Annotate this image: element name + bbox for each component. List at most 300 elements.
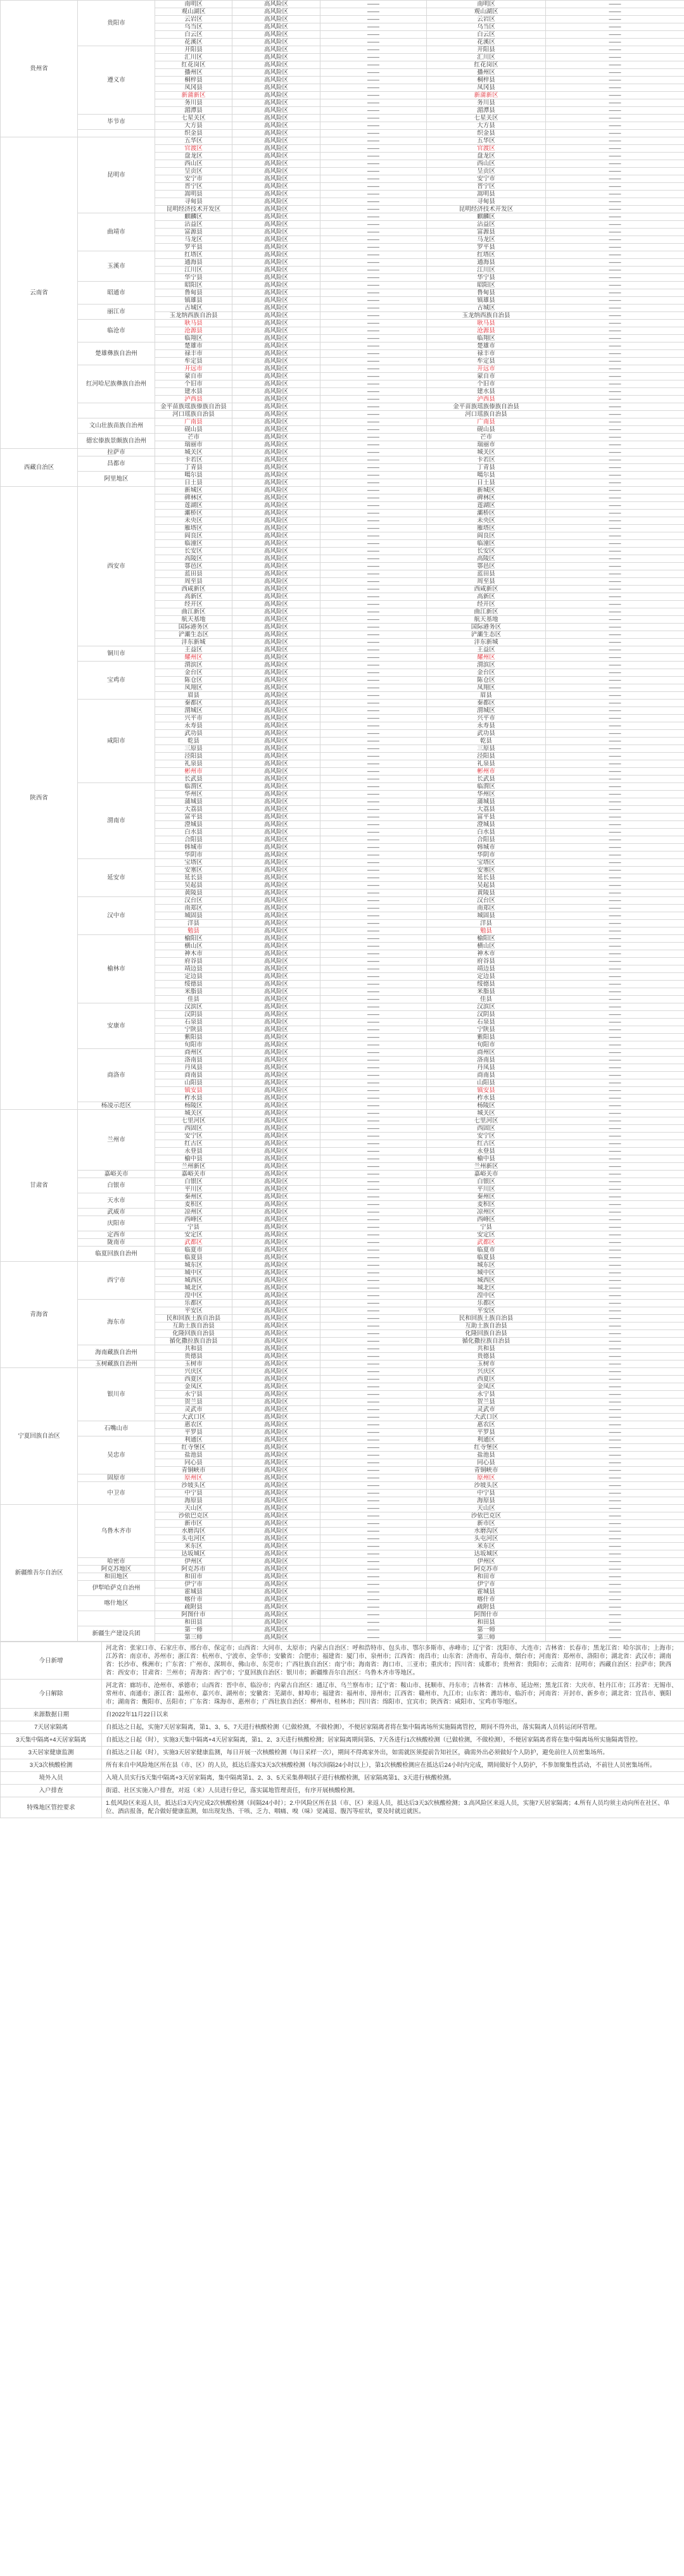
medium-risk-cell: —— — [320, 624, 427, 631]
county-cell: 开阳县 — [427, 46, 546, 54]
medium-risk-cell: —— — [320, 183, 427, 191]
table-row — [1, 1300, 684, 1307]
county-cell: 喀什市 — [427, 1596, 546, 1604]
low-risk-cell: —— — [546, 1231, 684, 1239]
low-risk-cell: —— — [546, 494, 684, 502]
risk-level-cell: 高风险区 — [232, 1528, 320, 1535]
note-row — [1, 1709, 684, 1721]
table-row — [1, 783, 684, 791]
medium-risk-cell: —— — [320, 1292, 427, 1300]
risk-level-cell: 高风险区 — [232, 525, 320, 532]
risk-level-cell: 高风险区 — [232, 586, 320, 593]
county-cell: 彬州市 — [427, 768, 546, 776]
low-risk-cell: —— — [546, 1323, 684, 1330]
low-risk-cell: —— — [546, 434, 684, 441]
district-cell: 永寿县 — [155, 722, 232, 730]
table-row — [1, 418, 684, 426]
district-cell: 和田县 — [155, 1619, 232, 1626]
medium-risk-cell: —— — [320, 213, 427, 221]
risk-level-cell: 高风险区 — [232, 175, 320, 183]
risk-level-cell: 高风险区 — [232, 722, 320, 730]
district-cell: 西固区 — [155, 1125, 232, 1133]
medium-risk-cell: —— — [320, 791, 427, 798]
risk-level-cell: 高风险区 — [232, 715, 320, 722]
medium-risk-cell: —— — [320, 510, 427, 517]
city-cell: 白银市 — [78, 1178, 155, 1193]
county-cell: 秦州区 — [427, 1193, 546, 1201]
district-cell: 疏附县 — [155, 1604, 232, 1611]
risk-level-cell: 高风险区 — [232, 426, 320, 434]
low-risk-cell: —— — [546, 1034, 684, 1041]
province-cell: 甘肃省 — [1, 1110, 78, 1262]
medium-risk-cell: —— — [320, 1596, 427, 1604]
low-risk-cell: —— — [546, 358, 684, 365]
low-risk-cell: —— — [546, 8, 684, 16]
low-risk-cell: —— — [546, 1057, 684, 1064]
low-risk-cell: —— — [546, 662, 684, 669]
risk-level-cell: 高风险区 — [232, 791, 320, 798]
district-cell: 蒙自市 — [155, 373, 232, 380]
risk-level-cell: 高风险区 — [232, 760, 320, 768]
medium-risk-cell: —— — [320, 1353, 427, 1360]
risk-level-cell: 高风险区 — [232, 1573, 320, 1581]
district-cell: 平川区 — [155, 1186, 232, 1193]
medium-risk-cell: —— — [320, 814, 427, 821]
risk-level-cell: 高风险区 — [232, 1300, 320, 1307]
district-cell: 武都区 — [155, 1239, 232, 1247]
low-risk-cell: —— — [546, 1102, 684, 1110]
risk-level-cell: 高风险区 — [232, 684, 320, 692]
medium-risk-cell: —— — [320, 1566, 427, 1573]
low-risk-cell: —— — [546, 472, 684, 479]
district-cell: 泾阳县 — [155, 753, 232, 760]
county-cell: 灞桥区 — [427, 510, 546, 517]
county-cell: 西夏区 — [427, 1376, 546, 1383]
risk-level-cell: 高风险区 — [232, 996, 320, 1003]
low-risk-cell: —— — [546, 1497, 684, 1505]
county-cell: 沧源县 — [427, 327, 546, 335]
city-cell: 石嘴山市 — [78, 1421, 155, 1436]
medium-risk-cell: —— — [320, 1064, 427, 1072]
risk-level-cell: 高风险区 — [232, 16, 320, 23]
risk-level-cell: 高风险区 — [232, 282, 320, 289]
risk-level-cell: 高风险区 — [232, 912, 320, 920]
county-cell: 红花岗区 — [427, 61, 546, 69]
medium-risk-cell: —— — [320, 77, 427, 84]
low-risk-cell: —— — [546, 54, 684, 61]
risk-level-cell: 高风险区 — [232, 1125, 320, 1133]
risk-level-cell: 高风险区 — [232, 84, 320, 92]
county-cell: 乌当区 — [427, 23, 546, 31]
low-risk-cell: —— — [546, 183, 684, 191]
county-cell: 原州区 — [427, 1474, 546, 1482]
medium-risk-cell: —— — [320, 836, 427, 844]
county-cell: 白水县 — [427, 829, 546, 836]
risk-level-cell: 高风险区 — [232, 168, 320, 175]
medium-risk-cell: —— — [320, 1452, 427, 1459]
district-cell: 和田市 — [155, 1573, 232, 1581]
medium-risk-cell: —— — [320, 829, 427, 836]
risk-level-cell: 高风险区 — [232, 115, 320, 122]
district-cell: 伊州区 — [155, 1558, 232, 1566]
medium-risk-cell: —— — [320, 373, 427, 380]
medium-risk-cell: —— — [320, 130, 427, 137]
district-cell: 汉滨区 — [155, 1003, 232, 1011]
risk-level-cell: 高风险区 — [232, 1391, 320, 1398]
county-cell: 勉县 — [427, 927, 546, 935]
low-risk-cell: —— — [546, 745, 684, 753]
risk-level-cell: 高风险区 — [232, 1262, 320, 1269]
low-risk-cell: —— — [546, 1247, 684, 1254]
county-cell: 日土县 — [427, 479, 546, 487]
risk-level-cell: 高风险区 — [232, 950, 320, 958]
risk-level-cell: 高风险区 — [232, 297, 320, 305]
risk-level-cell: 高风险区 — [232, 1550, 320, 1558]
low-risk-cell: —— — [546, 396, 684, 403]
low-risk-cell: —— — [546, 84, 684, 92]
county-cell: 凤冈县 — [427, 84, 546, 92]
county-cell: 阎良区 — [427, 532, 546, 540]
low-risk-cell: —— — [546, 373, 684, 380]
medium-risk-cell: —— — [320, 631, 427, 639]
medium-risk-cell: —— — [320, 479, 427, 487]
county-cell: 华宁县 — [427, 274, 546, 282]
city-cell: 中卫市 — [78, 1482, 155, 1505]
county-cell: 沾益区 — [427, 221, 546, 229]
county-cell: 澄城县 — [427, 821, 546, 829]
low-risk-cell: —— — [546, 1528, 684, 1535]
low-risk-cell: —— — [546, 616, 684, 624]
county-cell: 商南县 — [427, 1072, 546, 1079]
medium-risk-cell: —— — [320, 1338, 427, 1345]
low-risk-cell: —— — [546, 115, 684, 122]
county-cell: 长武县 — [427, 776, 546, 783]
county-cell: 米东区 — [427, 1543, 546, 1550]
county-cell: 第三师 — [427, 1634, 546, 1642]
district-cell: 蒲城县 — [155, 798, 232, 806]
county-cell: 湟中区 — [427, 1292, 546, 1300]
medium-risk-cell: —— — [320, 1026, 427, 1034]
county-cell: 金台区 — [427, 669, 546, 677]
low-risk-cell: —— — [546, 1140, 684, 1148]
low-risk-cell: —— — [546, 153, 684, 160]
medium-risk-cell: —— — [320, 965, 427, 973]
city-cell: 乌鲁木齐市 — [78, 1505, 155, 1558]
district-cell: 个旧市 — [155, 380, 232, 388]
risk-level-cell: 高风险区 — [232, 1026, 320, 1034]
low-risk-cell: —— — [546, 1186, 684, 1193]
district-cell: 神木市 — [155, 950, 232, 958]
risk-level-cell: 高风险区 — [232, 350, 320, 358]
county-cell: 白银区 — [427, 1178, 546, 1186]
medium-risk-cell: —— — [320, 1140, 427, 1148]
medium-risk-cell: —— — [320, 168, 427, 175]
medium-risk-cell: —— — [320, 236, 427, 244]
city-cell: 毕节市 — [78, 115, 155, 130]
medium-risk-cell: —— — [320, 669, 427, 677]
county-cell: 高陵区 — [427, 555, 546, 563]
low-risk-cell: —— — [546, 927, 684, 935]
table-row — [1, 1360, 684, 1368]
low-risk-cell: —— — [546, 715, 684, 722]
medium-risk-cell: —— — [320, 1634, 427, 1642]
district-cell: 曲江新区 — [155, 608, 232, 616]
note-label: 今日解除 — [1, 1680, 102, 1709]
county-cell: 高新区 — [427, 593, 546, 601]
district-cell: 沧源县 — [155, 327, 232, 335]
risk-level-cell: 高风险区 — [232, 859, 320, 867]
low-risk-cell: —— — [546, 350, 684, 358]
city-cell: 德宏傣族景颇族自治州 — [78, 434, 155, 449]
medium-risk-cell: —— — [320, 31, 427, 39]
district-cell: 商州区 — [155, 1049, 232, 1057]
county-cell: 镇雄县 — [427, 297, 546, 305]
low-risk-cell: —— — [546, 851, 684, 859]
low-risk-cell: —— — [546, 456, 684, 464]
table-row — [1, 1247, 684, 1254]
district-cell: 佳县 — [155, 996, 232, 1003]
medium-risk-cell: —— — [320, 434, 427, 441]
county-cell: 绥德县 — [427, 981, 546, 988]
medium-risk-cell: —— — [320, 1611, 427, 1619]
district-cell: 马龙区 — [155, 236, 232, 244]
risk-level-cell: 高风险区 — [232, 1216, 320, 1224]
risk-level-cell: 高风险区 — [232, 1345, 320, 1353]
risk-level-cell: 高风险区 — [232, 31, 320, 39]
low-risk-cell: —— — [546, 191, 684, 198]
risk-level-cell: 高风险区 — [232, 1171, 320, 1178]
low-risk-cell: —— — [546, 1505, 684, 1512]
note-label: 7天居家隔离 — [1, 1721, 102, 1734]
low-risk-cell: —— — [546, 1474, 684, 1482]
county-cell: 卡若区 — [427, 456, 546, 464]
low-risk-cell: —— — [546, 1414, 684, 1421]
table-row — [1, 1262, 684, 1269]
district-cell: 通海县 — [155, 259, 232, 267]
city-cell: 新疆生产建设兵团 — [78, 1626, 155, 1642]
note-label: 境外入员 — [1, 1772, 102, 1785]
county-cell: 安定区 — [427, 1231, 546, 1239]
note-row — [1, 1680, 684, 1709]
medium-risk-cell: —— — [320, 380, 427, 388]
district-cell: 旬阳市 — [155, 1041, 232, 1049]
district-cell: 白银区 — [155, 1178, 232, 1186]
district-cell: 金平苗族瑶族傣族自治县 — [155, 403, 232, 411]
low-risk-cell: —— — [546, 738, 684, 745]
medium-risk-cell: —— — [320, 1505, 427, 1512]
city-cell: 贵阳市 — [78, 1, 155, 46]
city-cell: 和田地区 — [78, 1573, 155, 1581]
medium-risk-cell: —— — [320, 54, 427, 61]
risk-level-cell: 高风险区 — [232, 555, 320, 563]
city-cell: 丽江市 — [78, 305, 155, 320]
city-cell: 曲靖市 — [78, 213, 155, 251]
county-cell: 泾阳县 — [427, 753, 546, 760]
district-cell: 洛南县 — [155, 1057, 232, 1064]
table-row — [1, 1209, 684, 1216]
district-cell: 秦州区 — [155, 1193, 232, 1201]
district-cell: 惠农区 — [155, 1421, 232, 1429]
county-cell: 富平县 — [427, 814, 546, 821]
table-row — [1, 1482, 684, 1490]
risk-level-cell: 高风险区 — [232, 1034, 320, 1041]
medium-risk-cell: —— — [320, 1490, 427, 1497]
medium-risk-cell: —— — [320, 1262, 427, 1269]
county-cell: 白云区 — [427, 31, 546, 39]
table-row — [1, 456, 684, 464]
table-row — [1, 320, 684, 327]
low-risk-cell: —— — [546, 1573, 684, 1581]
city-cell — [78, 403, 155, 418]
district-cell: 王益区 — [155, 646, 232, 654]
county-cell: 新市区 — [427, 1520, 546, 1528]
county-cell: 富源县 — [427, 229, 546, 236]
medium-risk-cell: —— — [320, 1543, 427, 1550]
low-risk-cell: —— — [546, 1049, 684, 1057]
medium-risk-cell: —— — [320, 1216, 427, 1224]
risk-level-cell: 高风险区 — [232, 259, 320, 267]
low-risk-cell: —— — [546, 411, 684, 418]
medium-risk-cell: —— — [320, 867, 427, 874]
district-cell: 青铜峡市 — [155, 1467, 232, 1474]
low-risk-cell: —— — [546, 1003, 684, 1011]
district-cell: 花溪区 — [155, 39, 232, 46]
risk-level-cell: 高风险区 — [232, 39, 320, 46]
district-cell: 乾县 — [155, 738, 232, 745]
county-cell: 乾县 — [427, 738, 546, 745]
medium-risk-cell: —— — [320, 570, 427, 578]
risk-level-cell: 高风险区 — [232, 107, 320, 115]
district-cell: 航天基地 — [155, 616, 232, 624]
low-risk-cell: —— — [546, 464, 684, 472]
county-cell: 临潼区 — [427, 540, 546, 548]
table-row — [1, 213, 684, 221]
county-cell: 永寿县 — [427, 722, 546, 730]
county-cell: 渭城区 — [427, 707, 546, 715]
risk-level-cell: 高风险区 — [232, 851, 320, 859]
low-risk-cell: —— — [546, 1239, 684, 1247]
medium-risk-cell: —— — [320, 229, 427, 236]
city-cell: 伊犁哈萨克自治州 — [78, 1581, 155, 1596]
risk-level-cell: 高风险区 — [232, 289, 320, 297]
medium-risk-cell: —— — [320, 905, 427, 912]
risk-level-cell: 高风险区 — [232, 1482, 320, 1490]
low-risk-cell: —— — [546, 335, 684, 342]
county-cell: 汇川区 — [427, 54, 546, 61]
county-cell: 化隆回族自治县 — [427, 1330, 546, 1338]
medium-risk-cell: —— — [320, 251, 427, 259]
medium-risk-cell: —— — [320, 912, 427, 920]
low-risk-cell: —— — [546, 965, 684, 973]
county-cell: 观山湖区 — [427, 8, 546, 16]
table-row — [1, 1626, 684, 1634]
low-risk-cell: —— — [546, 145, 684, 153]
medium-risk-cell: —— — [320, 274, 427, 282]
low-risk-cell: —— — [546, 532, 684, 540]
risk-level-cell: 高风险区 — [232, 776, 320, 783]
risk-level-cell: 高风险区 — [232, 814, 320, 821]
risk-level-cell: 高风险区 — [232, 1490, 320, 1497]
medium-risk-cell: —— — [320, 1049, 427, 1057]
risk-level-cell: 高风险区 — [232, 305, 320, 312]
risk-level-cell: 高风险区 — [232, 183, 320, 191]
medium-risk-cell: —— — [320, 312, 427, 320]
district-cell: 玉龙纳西族自治县 — [155, 312, 232, 320]
low-risk-cell: —— — [546, 1452, 684, 1459]
county-cell: 砚山县 — [427, 426, 546, 434]
district-cell: 播州区 — [155, 69, 232, 77]
county-cell: 宁县 — [427, 1224, 546, 1231]
county-cell: 务川县 — [427, 99, 546, 107]
risk-level-cell: 高风险区 — [232, 745, 320, 753]
medium-risk-cell: —— — [320, 122, 427, 130]
low-risk-cell: —— — [546, 669, 684, 677]
city-cell: 海东市 — [78, 1300, 155, 1345]
district-cell: 周至县 — [155, 578, 232, 586]
county-cell: 西咸新区 — [427, 586, 546, 593]
city-cell: 玉溪市 — [78, 251, 155, 282]
medium-risk-cell: —— — [320, 1383, 427, 1391]
medium-risk-cell: —— — [320, 1095, 427, 1102]
county-cell: 青铜峡市 — [427, 1467, 546, 1474]
medium-risk-cell: —— — [320, 198, 427, 206]
low-risk-cell: —— — [546, 320, 684, 327]
medium-risk-cell: —— — [320, 388, 427, 396]
risk-level-cell: 高风险区 — [232, 920, 320, 927]
county-cell: 兴平市 — [427, 715, 546, 722]
low-risk-cell: —— — [546, 1391, 684, 1398]
table-row — [1, 700, 684, 707]
note-label: 3天居家健康监测 — [1, 1747, 102, 1759]
district-cell: 米东区 — [155, 1543, 232, 1550]
low-risk-cell: —— — [546, 722, 684, 730]
county-cell: 织金县 — [427, 130, 546, 137]
county-cell: 大武口区 — [427, 1414, 546, 1421]
low-risk-cell: —— — [546, 1163, 684, 1171]
medium-risk-cell: —— — [320, 1497, 427, 1505]
district-cell: 紫阳县 — [155, 1034, 232, 1041]
district-cell: 第一师 — [155, 1626, 232, 1634]
low-risk-cell: —— — [546, 1360, 684, 1368]
district-cell: 金台区 — [155, 669, 232, 677]
medium-risk-cell: —— — [320, 776, 427, 783]
medium-risk-cell: —— — [320, 1102, 427, 1110]
county-cell: 桐梓县 — [427, 77, 546, 84]
county-cell: 罗平县 — [427, 244, 546, 251]
county-cell: 安塞区 — [427, 867, 546, 874]
risk-level-cell: 高风险区 — [232, 1368, 320, 1376]
district-cell: 西夏区 — [155, 1376, 232, 1383]
district-cell: 原州区 — [155, 1474, 232, 1482]
table-row — [1, 1193, 684, 1201]
risk-level-cell: 高风险区 — [232, 191, 320, 198]
medium-risk-cell: —— — [320, 115, 427, 122]
low-risk-cell: —— — [546, 889, 684, 897]
medium-risk-cell: —— — [320, 1360, 427, 1368]
risk-level-cell: 高风险区 — [232, 160, 320, 168]
risk-level-cell: 高风险区 — [232, 236, 320, 244]
medium-risk-cell: —— — [320, 92, 427, 99]
low-risk-cell: —— — [546, 677, 684, 684]
low-risk-cell: —— — [546, 555, 684, 563]
medium-risk-cell: —— — [320, 1323, 427, 1330]
risk-level-cell: 高风险区 — [232, 1626, 320, 1634]
province-cell: 云南省 — [1, 137, 78, 449]
low-risk-cell: —— — [546, 912, 684, 920]
medium-risk-cell: —— — [320, 1429, 427, 1436]
low-risk-cell: —— — [546, 1072, 684, 1079]
medium-risk-cell: —— — [320, 1528, 427, 1535]
